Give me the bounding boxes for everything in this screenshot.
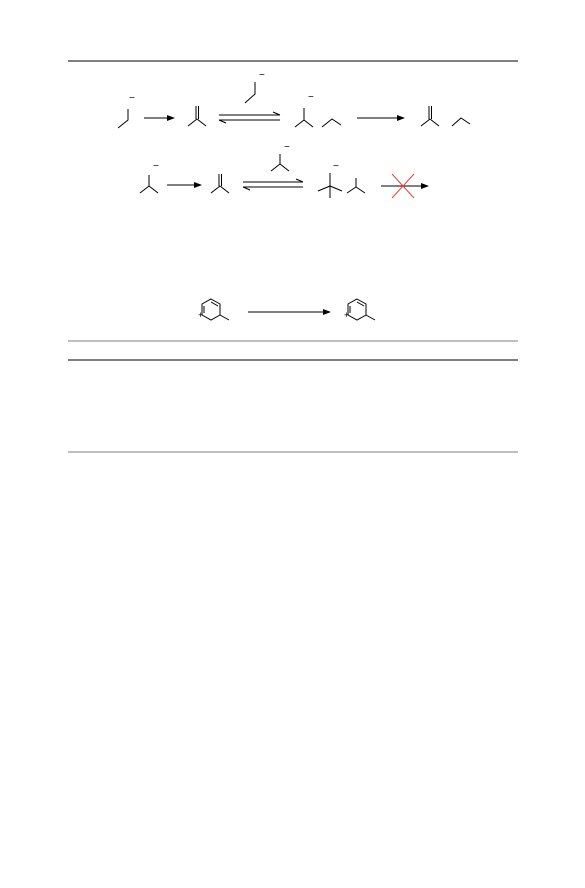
row2-blocked-arrow [381,174,428,198]
row2-anion-product [318,161,365,198]
row3-toluene-left [198,299,229,320]
row1-anion-product [295,92,341,127]
row2-isobutylene [211,174,229,193]
row1-charge-1: − [129,93,135,104]
row2-charge-1: − [153,161,159,172]
row1-final-product [421,106,470,126]
row2-equilibrium-arrows [243,179,303,190]
row1-ethyl-anion [118,93,135,128]
row2 [140,142,428,198]
row1-equilibrium-arrows [219,112,280,123]
row1-charge-3: − [308,92,314,103]
row3 [198,299,375,320]
row2-isopropyl-anion [140,161,159,193]
row1-reagent-ethyl-anion [245,70,265,103]
row1-isobutylene [188,106,206,126]
row2-charge-3: − [333,161,339,172]
row3-charge-right: + [344,310,350,320]
row1-charge-2: − [259,70,265,81]
row2-charge-2: − [284,142,290,153]
row2-reagent-isopropyl-anion [271,142,290,171]
row3-toluene-right [344,299,375,320]
row3-charge-left: + [198,310,204,320]
row1 [118,70,470,128]
